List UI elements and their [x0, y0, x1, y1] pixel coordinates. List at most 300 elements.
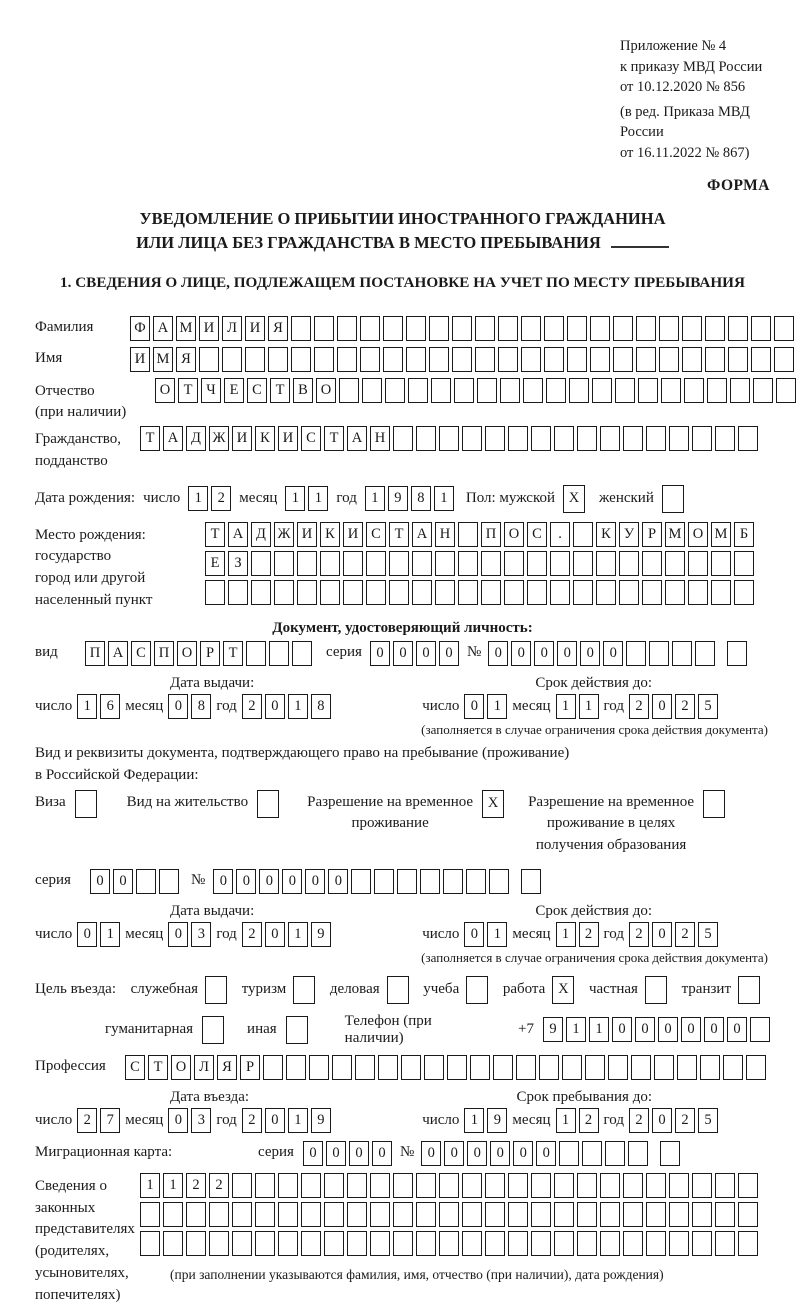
char-box[interactable]: 1 [163, 1173, 183, 1198]
char-box[interactable] [577, 426, 597, 451]
char-box[interactable] [209, 1202, 229, 1227]
char-box[interactable] [665, 551, 685, 576]
char-box[interactable] [573, 522, 593, 547]
char-box[interactable] [458, 522, 478, 547]
char-box[interactable]: И [199, 316, 219, 341]
char-box[interactable]: Д [186, 426, 206, 451]
char-box[interactable]: Т [270, 378, 290, 403]
char-box[interactable] [489, 869, 509, 894]
char-box[interactable] [297, 551, 317, 576]
char-box[interactable] [383, 347, 403, 372]
char-box[interactable] [569, 378, 589, 403]
char-box[interactable]: С [366, 522, 386, 547]
char-box[interactable] [416, 1173, 436, 1198]
char-box[interactable]: 9 [543, 1017, 563, 1042]
char-box[interactable] [439, 1173, 459, 1198]
char-box[interactable]: О [316, 378, 336, 403]
char-box[interactable]: К [320, 522, 340, 547]
char-box[interactable] [746, 1055, 766, 1080]
char-box[interactable] [715, 1173, 735, 1198]
char-box[interactable] [727, 641, 747, 666]
char-box[interactable] [654, 1055, 674, 1080]
char-box[interactable] [567, 316, 587, 341]
char-box[interactable]: 0 [303, 1141, 323, 1166]
char-box[interactable]: 0 [372, 1141, 392, 1166]
char-box[interactable] [661, 378, 681, 403]
char-box[interactable] [291, 347, 311, 372]
char-box[interactable]: М [665, 522, 685, 547]
char-box[interactable] [554, 426, 574, 451]
char-box[interactable] [393, 1173, 413, 1198]
char-box[interactable]: 1 [487, 922, 507, 947]
char-box[interactable] [337, 347, 357, 372]
char-box[interactable] [577, 1173, 597, 1198]
char-box[interactable]: 0 [580, 641, 600, 666]
char-box[interactable] [186, 1231, 206, 1256]
char-box[interactable] [286, 1055, 306, 1080]
char-box[interactable] [734, 551, 754, 576]
char-box[interactable] [613, 316, 633, 341]
char-box[interactable]: 1 [365, 486, 385, 511]
char-box[interactable]: 2 [209, 1173, 229, 1198]
char-box[interactable]: Я [268, 316, 288, 341]
char-box[interactable] [700, 1055, 720, 1080]
char-box[interactable]: С [131, 641, 151, 666]
char-box[interactable] [429, 316, 449, 341]
char-box[interactable] [600, 1202, 620, 1227]
char-box[interactable] [360, 316, 380, 341]
char-box[interactable] [205, 976, 227, 1004]
char-box[interactable]: 0 [603, 641, 623, 666]
char-box[interactable] [669, 1231, 689, 1256]
char-box[interactable]: Л [194, 1055, 214, 1080]
char-box[interactable] [730, 378, 750, 403]
char-box[interactable] [163, 1202, 183, 1227]
char-box[interactable]: 0 [727, 1017, 747, 1042]
char-box[interactable] [263, 1055, 283, 1080]
char-box[interactable]: 0 [488, 641, 508, 666]
char-box[interactable] [751, 316, 771, 341]
char-box[interactable]: 0 [612, 1017, 632, 1042]
char-box[interactable] [521, 347, 541, 372]
char-box[interactable] [636, 316, 656, 341]
char-box[interactable]: 0 [557, 641, 577, 666]
char-box[interactable] [559, 1141, 579, 1166]
char-box[interactable]: А [108, 641, 128, 666]
char-box[interactable] [292, 641, 312, 666]
char-box[interactable] [297, 580, 317, 605]
char-box[interactable]: Т [148, 1055, 168, 1080]
char-box[interactable] [504, 551, 524, 576]
char-box[interactable]: 0 [464, 694, 484, 719]
char-box[interactable] [199, 347, 219, 372]
char-box[interactable] [521, 316, 541, 341]
char-box[interactable] [452, 316, 472, 341]
char-box[interactable] [646, 1202, 666, 1227]
char-box[interactable]: 8 [311, 694, 331, 719]
char-box[interactable]: А [347, 426, 367, 451]
char-box[interactable] [608, 1055, 628, 1080]
char-box[interactable]: 1 [288, 694, 308, 719]
char-box[interactable]: 7 [100, 1108, 120, 1133]
char-box[interactable] [550, 551, 570, 576]
char-box[interactable]: 0 [168, 922, 188, 947]
char-box[interactable] [337, 316, 357, 341]
char-box[interactable] [628, 1141, 648, 1166]
char-box[interactable] [274, 580, 294, 605]
char-box[interactable] [466, 869, 486, 894]
char-box[interactable] [412, 551, 432, 576]
char-box[interactable] [596, 551, 616, 576]
char-box[interactable] [774, 347, 794, 372]
char-box[interactable] [711, 580, 731, 605]
char-box[interactable] [659, 347, 679, 372]
char-box[interactable]: 0 [90, 869, 110, 894]
char-box[interactable]: З [228, 551, 248, 576]
char-box[interactable] [462, 1173, 482, 1198]
char-box[interactable]: В [293, 378, 313, 403]
char-box[interactable]: 0 [305, 869, 325, 894]
char-box[interactable] [314, 347, 334, 372]
char-box[interactable]: 2 [242, 922, 262, 947]
char-box[interactable] [669, 1202, 689, 1227]
char-box[interactable]: 0 [534, 641, 554, 666]
char-box[interactable] [439, 426, 459, 451]
char-box[interactable]: 9 [311, 1108, 331, 1133]
char-box[interactable] [615, 378, 635, 403]
char-box[interactable] [596, 580, 616, 605]
char-box[interactable]: О [688, 522, 708, 547]
char-box[interactable]: Р [240, 1055, 260, 1080]
char-box[interactable] [715, 1202, 735, 1227]
char-box[interactable] [443, 869, 463, 894]
char-box[interactable] [531, 1202, 551, 1227]
char-box[interactable]: 0 [77, 922, 97, 947]
char-box[interactable]: С [301, 426, 321, 451]
char-box[interactable]: 0 [113, 869, 133, 894]
char-box[interactable] [523, 378, 543, 403]
char-box[interactable] [619, 551, 639, 576]
char-box[interactable] [728, 316, 748, 341]
char-box[interactable]: 0 [213, 869, 233, 894]
char-box[interactable] [623, 1202, 643, 1227]
char-box[interactable] [475, 316, 495, 341]
char-box[interactable] [508, 1173, 528, 1198]
char-box[interactable] [416, 426, 436, 451]
char-box[interactable]: 0 [490, 1141, 510, 1166]
char-box[interactable] [75, 790, 97, 818]
char-box[interactable] [202, 1016, 224, 1044]
char-box[interactable] [447, 1055, 467, 1080]
char-box[interactable]: К [255, 426, 275, 451]
char-box[interactable]: К [596, 522, 616, 547]
char-box[interactable]: 0 [393, 641, 413, 666]
char-box[interactable]: 1 [556, 922, 576, 947]
char-box[interactable] [324, 1231, 344, 1256]
char-box[interactable] [332, 1055, 352, 1080]
char-box[interactable] [585, 1055, 605, 1080]
char-box[interactable] [324, 1202, 344, 1227]
char-box[interactable]: О [155, 378, 175, 403]
char-box[interactable]: 2 [579, 922, 599, 947]
char-box[interactable] [646, 426, 666, 451]
char-box[interactable] [508, 1231, 528, 1256]
char-box[interactable]: . [550, 522, 570, 547]
char-box[interactable]: И [245, 316, 265, 341]
char-box[interactable] [508, 426, 528, 451]
char-box[interactable]: 8 [191, 694, 211, 719]
char-box[interactable]: М [153, 347, 173, 372]
char-box[interactable] [590, 316, 610, 341]
char-box[interactable] [159, 869, 179, 894]
char-box[interactable] [498, 347, 518, 372]
char-box[interactable]: 0 [421, 1141, 441, 1166]
char-box[interactable] [504, 580, 524, 605]
char-box[interactable] [638, 378, 658, 403]
char-box[interactable]: 0 [467, 1141, 487, 1166]
char-box[interactable] [286, 1016, 308, 1044]
char-box[interactable] [209, 1231, 229, 1256]
char-box[interactable]: 6 [100, 694, 120, 719]
char-box[interactable]: Т [178, 378, 198, 403]
char-box[interactable] [269, 641, 289, 666]
char-box[interactable] [136, 869, 156, 894]
char-box[interactable] [383, 316, 403, 341]
char-box[interactable] [776, 378, 796, 403]
char-box[interactable] [485, 1173, 505, 1198]
char-box[interactable]: И [130, 347, 150, 372]
char-box[interactable]: П [154, 641, 174, 666]
char-box[interactable] [362, 378, 382, 403]
char-box[interactable]: Н [435, 522, 455, 547]
char-box[interactable] [452, 347, 472, 372]
char-box[interactable]: 2 [629, 1108, 649, 1133]
char-box[interactable] [631, 1055, 651, 1080]
char-box[interactable] [600, 426, 620, 451]
char-box[interactable] [424, 1055, 444, 1080]
char-box[interactable] [347, 1173, 367, 1198]
char-box[interactable] [672, 641, 692, 666]
char-box[interactable] [435, 551, 455, 576]
char-box[interactable] [406, 347, 426, 372]
char-box[interactable]: О [177, 641, 197, 666]
char-box[interactable] [412, 580, 432, 605]
char-box[interactable] [573, 551, 593, 576]
char-box[interactable] [642, 551, 662, 576]
char-box[interactable]: 1 [556, 1108, 576, 1133]
char-box[interactable]: О [504, 522, 524, 547]
char-box[interactable] [374, 869, 394, 894]
char-box[interactable] [481, 551, 501, 576]
char-box[interactable]: А [153, 316, 173, 341]
char-box[interactable] [255, 1231, 275, 1256]
char-box[interactable]: О [171, 1055, 191, 1080]
char-box[interactable] [684, 378, 704, 403]
char-box[interactable] [682, 347, 702, 372]
char-box[interactable] [592, 378, 612, 403]
char-box[interactable] [527, 551, 547, 576]
char-box[interactable]: М [711, 522, 731, 547]
char-box[interactable]: М [176, 316, 196, 341]
char-box[interactable] [554, 1202, 574, 1227]
char-box[interactable] [660, 1141, 680, 1166]
char-box[interactable]: 5 [698, 1108, 718, 1133]
char-box[interactable] [500, 378, 520, 403]
char-box[interactable] [347, 1202, 367, 1227]
char-box[interactable]: X [552, 976, 574, 1004]
char-box[interactable] [370, 1202, 390, 1227]
char-box[interactable] [301, 1173, 321, 1198]
char-box[interactable] [245, 347, 265, 372]
char-box[interactable] [458, 580, 478, 605]
char-box[interactable]: Т [324, 426, 344, 451]
char-box[interactable] [406, 316, 426, 341]
char-box[interactable]: 0 [513, 1141, 533, 1166]
char-box[interactable] [140, 1231, 160, 1256]
char-box[interactable]: 0 [265, 922, 285, 947]
char-box[interactable] [554, 1173, 574, 1198]
char-box[interactable]: 2 [675, 922, 695, 947]
char-box[interactable] [485, 1231, 505, 1256]
char-box[interactable] [508, 1202, 528, 1227]
char-box[interactable]: И [297, 522, 317, 547]
char-box[interactable]: 0 [168, 1108, 188, 1133]
char-box[interactable] [623, 1231, 643, 1256]
char-box[interactable] [705, 347, 725, 372]
char-box[interactable]: 0 [635, 1017, 655, 1042]
char-box[interactable] [692, 1202, 712, 1227]
char-box[interactable] [370, 1231, 390, 1256]
char-box[interactable] [753, 378, 773, 403]
char-box[interactable] [435, 580, 455, 605]
char-box[interactable] [531, 426, 551, 451]
char-box[interactable] [623, 426, 643, 451]
char-box[interactable]: 2 [675, 694, 695, 719]
char-box[interactable]: 1 [188, 486, 208, 511]
char-box[interactable] [393, 1202, 413, 1227]
char-box[interactable] [738, 1231, 758, 1256]
char-box[interactable]: 2 [242, 1108, 262, 1133]
char-box[interactable] [420, 869, 440, 894]
char-box[interactable] [416, 1202, 436, 1227]
char-box[interactable] [278, 1231, 298, 1256]
char-box[interactable] [711, 551, 731, 576]
char-box[interactable] [462, 1202, 482, 1227]
char-box[interactable]: 1 [579, 694, 599, 719]
char-box[interactable] [562, 1055, 582, 1080]
char-box[interactable] [351, 869, 371, 894]
char-box[interactable] [397, 869, 417, 894]
char-box[interactable] [393, 426, 413, 451]
char-box[interactable] [636, 347, 656, 372]
char-box[interactable]: Ж [274, 522, 294, 547]
char-box[interactable] [320, 580, 340, 605]
char-box[interactable] [623, 1173, 643, 1198]
char-box[interactable] [573, 580, 593, 605]
char-box[interactable]: 3 [191, 922, 211, 947]
char-box[interactable]: Б [734, 522, 754, 547]
char-box[interactable]: 0 [168, 694, 188, 719]
char-box[interactable]: 1 [556, 694, 576, 719]
char-box[interactable]: 1 [464, 1108, 484, 1133]
char-box[interactable]: Т [140, 426, 160, 451]
char-box[interactable] [393, 1231, 413, 1256]
char-box[interactable]: 5 [698, 694, 718, 719]
char-box[interactable] [728, 347, 748, 372]
char-box[interactable] [498, 316, 518, 341]
char-box[interactable]: 0 [536, 1141, 556, 1166]
char-box[interactable] [646, 1231, 666, 1256]
char-box[interactable] [339, 378, 359, 403]
char-box[interactable] [429, 347, 449, 372]
char-box[interactable] [600, 1231, 620, 1256]
char-box[interactable] [232, 1173, 252, 1198]
char-box[interactable] [186, 1202, 206, 1227]
char-box[interactable]: 3 [191, 1108, 211, 1133]
char-box[interactable] [416, 1231, 436, 1256]
char-box[interactable]: 0 [326, 1141, 346, 1166]
char-box[interactable] [228, 580, 248, 605]
char-box[interactable] [163, 1231, 183, 1256]
char-box[interactable] [274, 551, 294, 576]
char-box[interactable]: 0 [349, 1141, 369, 1166]
char-box[interactable] [682, 316, 702, 341]
char-box[interactable]: 0 [370, 641, 390, 666]
char-box[interactable]: Ч [201, 378, 221, 403]
char-box[interactable] [577, 1202, 597, 1227]
char-box[interactable] [539, 1055, 559, 1080]
char-box[interactable]: И [232, 426, 252, 451]
char-box[interactable]: 1 [140, 1173, 160, 1198]
char-box[interactable]: 2 [579, 1108, 599, 1133]
char-box[interactable]: С [125, 1055, 145, 1080]
char-box[interactable]: 2 [675, 1108, 695, 1133]
char-box[interactable]: 9 [388, 486, 408, 511]
char-box[interactable] [715, 1231, 735, 1256]
char-box[interactable] [577, 1231, 597, 1256]
char-box[interactable]: Н [370, 426, 390, 451]
char-box[interactable]: X [482, 790, 504, 818]
char-box[interactable]: У [619, 522, 639, 547]
char-box[interactable] [695, 641, 715, 666]
char-box[interactable] [324, 1173, 344, 1198]
char-box[interactable] [401, 1055, 421, 1080]
char-box[interactable] [481, 580, 501, 605]
char-box[interactable]: Ф [130, 316, 150, 341]
char-box[interactable] [688, 551, 708, 576]
char-box[interactable]: С [527, 522, 547, 547]
char-box[interactable] [626, 641, 646, 666]
char-box[interactable] [485, 426, 505, 451]
char-box[interactable] [677, 1055, 697, 1080]
char-box[interactable] [205, 580, 225, 605]
char-box[interactable]: Я [176, 347, 196, 372]
char-box[interactable]: 0 [704, 1017, 724, 1042]
char-box[interactable] [389, 580, 409, 605]
char-box[interactable] [232, 1231, 252, 1256]
char-box[interactable] [387, 976, 409, 1004]
char-box[interactable]: Т [205, 522, 225, 547]
char-box[interactable]: 0 [444, 1141, 464, 1166]
char-box[interactable] [466, 976, 488, 1004]
char-box[interactable] [605, 1141, 625, 1166]
char-box[interactable] [688, 580, 708, 605]
char-box[interactable] [567, 347, 587, 372]
char-box[interactable] [485, 1202, 505, 1227]
char-box[interactable] [366, 580, 386, 605]
char-box[interactable] [738, 1173, 758, 1198]
char-box[interactable]: 0 [652, 922, 672, 947]
